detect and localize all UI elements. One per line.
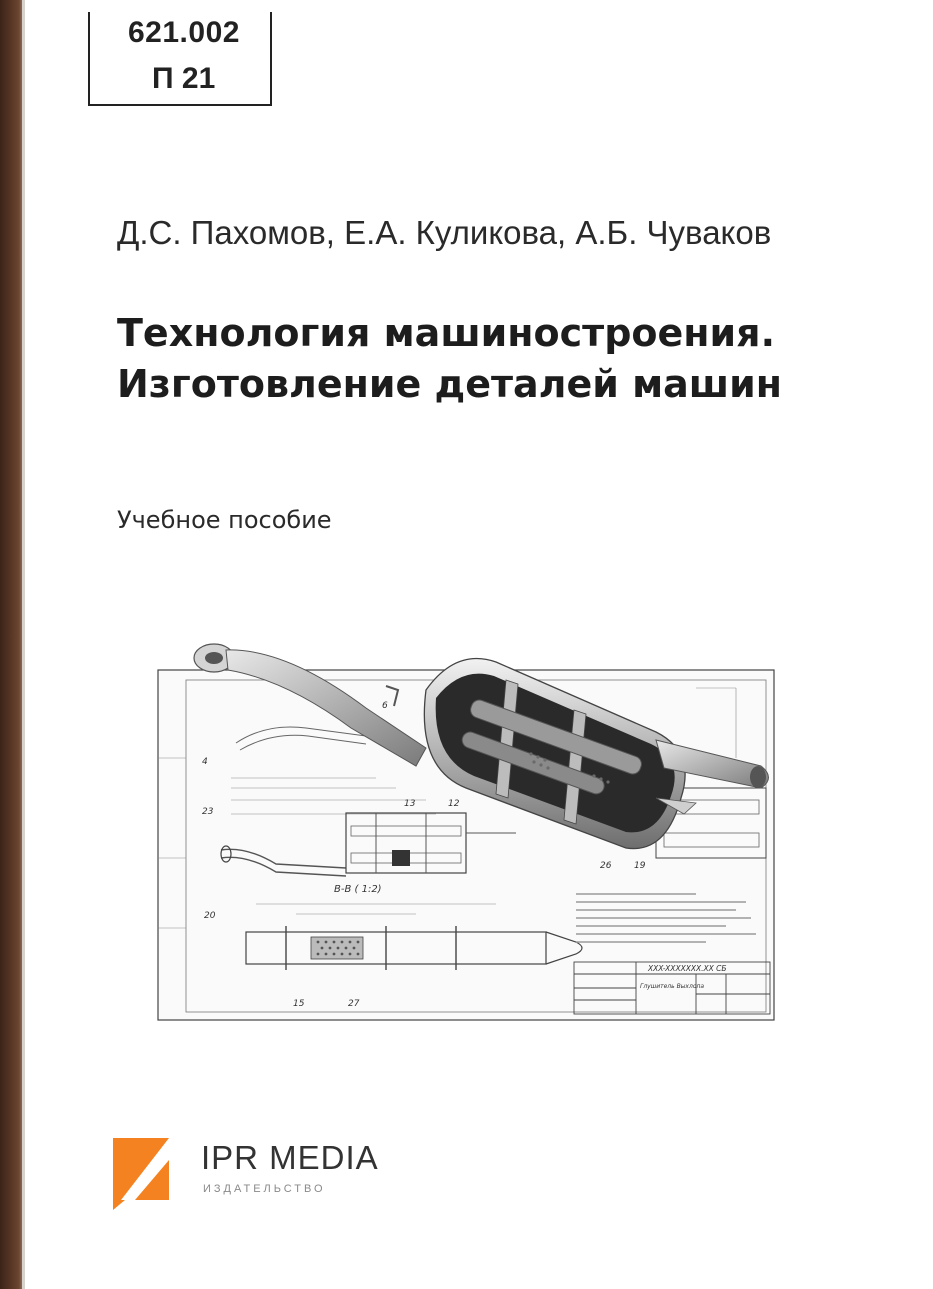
book-title: [117, 308, 782, 410]
callout: 19: [634, 861, 646, 871]
technical-notes: [576, 894, 756, 942]
callout: 23: [202, 807, 214, 817]
callout: 27: [348, 999, 360, 1009]
spine-edge: [22, 0, 25, 1289]
author-mark: П 21: [152, 62, 216, 95]
library-stamp: [88, 12, 272, 106]
publisher-name: IPR MEDIA: [201, 1139, 379, 1176]
title-line-1: Технология машиностроения.: [117, 311, 776, 355]
callout: 15: [293, 999, 305, 1009]
authors: Д.С. Пахомов, Е.А. Куликова, А.Б. Чуваков: [117, 214, 772, 251]
subtitle: Учебное пособие: [117, 506, 332, 534]
section-label: В-В ( 1:2): [334, 884, 382, 895]
drawing-code: XXX-XXXXXXX.XX СБ: [648, 964, 727, 973]
callout: 12: [448, 799, 460, 809]
callout: 6: [382, 701, 388, 711]
drawing-name: Глушитель Выхлопа: [640, 983, 705, 990]
classification-code: 621.002: [128, 16, 240, 49]
callout: 4: [202, 757, 208, 767]
book-spine: [0, 0, 22, 1289]
ipr-media-logo: [113, 1138, 169, 1210]
title-line-2: Изготовление деталей машин: [117, 362, 783, 406]
callout: 13: [404, 799, 416, 809]
callout: 26: [600, 861, 612, 871]
publisher-sub: ИЗДАТЕЛЬСТВО: [203, 1183, 326, 1195]
callout: 20: [204, 911, 216, 921]
muffler-drawing-illustration: [136, 628, 786, 1023]
